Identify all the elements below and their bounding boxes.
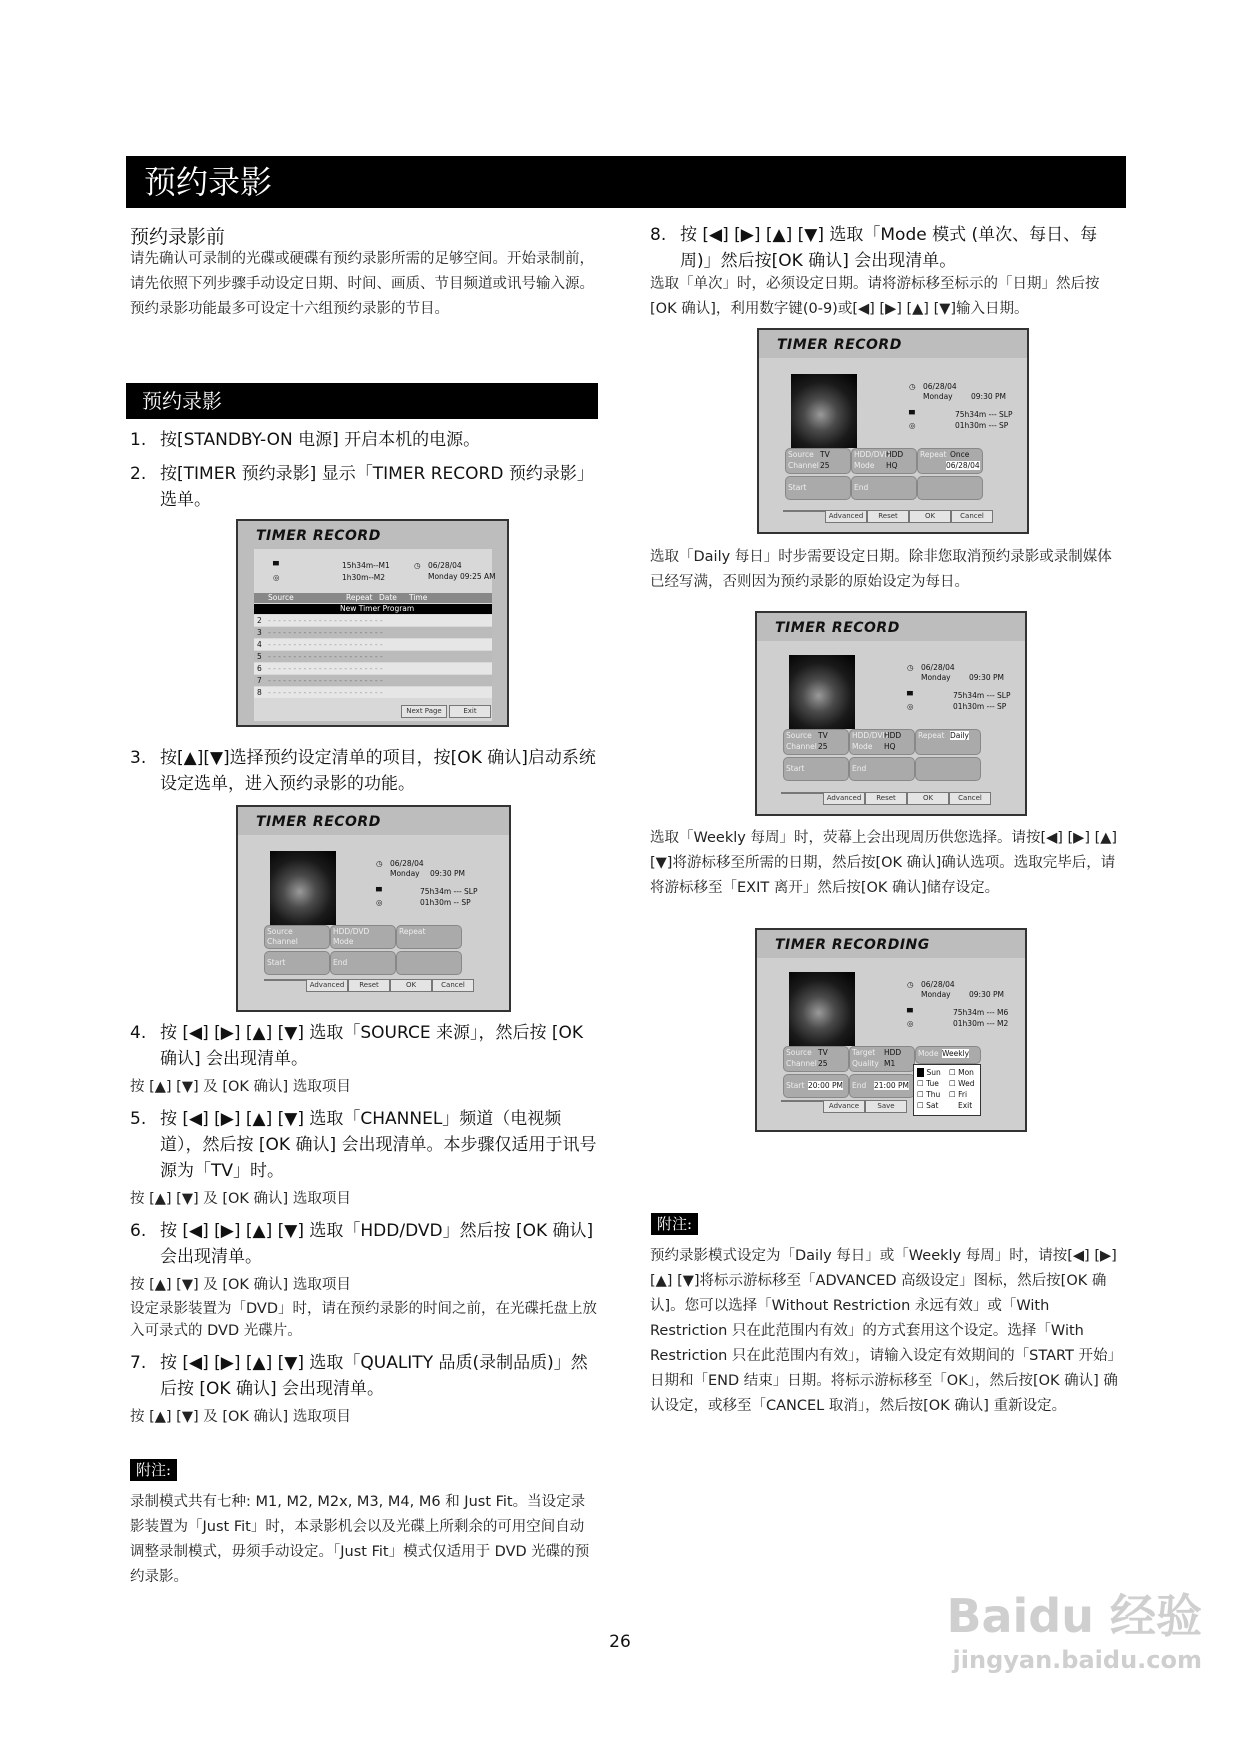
advance-button[interactable]: Advance	[823, 1100, 865, 1113]
day: Monday	[921, 990, 951, 999]
dvd-icon: ◎	[907, 1019, 914, 1028]
program-list	[254, 615, 492, 699]
col-time: Time	[409, 593, 428, 602]
watermark-url: jingyan.baidu.com	[952, 1646, 1202, 1674]
source-control[interactable]: Source TV Channel 25	[785, 448, 851, 474]
day-thu[interactable]: ☐ Thu	[917, 1090, 941, 1099]
watermark-brand: Baidu 经验	[946, 1589, 1202, 1643]
cancel-button[interactable]: Cancel	[951, 510, 993, 523]
disk-2: 01h30m --- SP	[953, 702, 1007, 711]
baidu-watermark	[946, 1580, 1202, 1674]
step-text: 按 [◀] [▶] [▲] [▼] 选取「Mode 模式 (单次、每日、每周)」然后按[OK 确认] 会出现清单。	[680, 225, 1098, 271]
steps-4-7	[130, 1020, 600, 1428]
table-row[interactable]: 7 - - - - - - - - - - - - - - - - - - - - - - -	[254, 675, 492, 686]
screen-daily	[755, 611, 1027, 816]
disk-2: 1h30m--M2	[342, 573, 386, 582]
ok-button[interactable]: OK	[390, 979, 432, 992]
col-source: Source	[268, 593, 294, 602]
step-1	[130, 427, 600, 453]
screen-title: TIMER RECORD	[777, 337, 902, 353]
repeat-control[interactable]: Repeat Daily	[915, 729, 981, 755]
clock-icon: ◷	[376, 859, 383, 868]
table-row[interactable]: 2 - - - - - - - - - - - - - - - - - - - - - - -	[254, 615, 492, 626]
note-text-2: 预约录影模式设定为「Daily 每日」或「Weekly 每周」时，请按[◀] [▶] [▲] [▼]将标示游标移至「ADVANCED 高级设定」图标，然后按[OK 确认]。您可以选择「Without Restriction 永远有效」或「With Restriction 只在此范围内有效」的方式套用这个设定。选择「With Restriction 只在此范围内有效」，请输入设定有效期间的「START 开始」日期和「END 结束」日期。将标示游标移至「OK」，然后按[OK 确认] 确认设定，或移至「CANCEL 取消」，然后按[OK 确认] 重新设定。	[650, 1248, 1118, 1414]
date: 06/28/04	[921, 980, 955, 989]
source-control[interactable]: Source TV Channel 25	[783, 729, 849, 755]
step-8	[650, 222, 1120, 274]
ok-button[interactable]: OK	[909, 510, 951, 523]
clock-icon: ◷	[414, 561, 421, 570]
time: 09:30 PM	[430, 869, 465, 878]
step-5: 5. 按 [◀] [▶] [▲] [▼] 选取「CHANNEL」频道（电视频道），然后按 [OK 确认] 会出现清单。本步骤仅适用于讯号源为「TV」时。	[130, 1109, 597, 1181]
device-control[interactable]: HDD/DVD HDD Mode HQ	[849, 729, 915, 755]
date: 06/28/04	[390, 859, 424, 868]
step-7: 7. 按 [◀] [▶] [▲] [▼] 选取「QUALITY 品质(录制品质)」然后按 [OK 确认] 会出现清单。	[130, 1353, 588, 1399]
start-control[interactable]: Start	[785, 476, 851, 500]
new-program-row[interactable]	[254, 604, 492, 614]
disk-2: 01h30m --- SP	[955, 421, 1009, 430]
table-row[interactable]: 4 - - - - - - - - - - - - - - - - - - - - - - -	[254, 639, 492, 650]
screen-title: TIMER RECORDING	[775, 937, 930, 953]
target-control[interactable]: Target HDD Quality M1	[849, 1046, 915, 1072]
day-time: Monday 09:25 AM	[428, 572, 496, 581]
step-4: 4. 按 [◀] [▶] [▲] [▼] 选取「SOURCE 来源」，然后按 [OK 确认] 会出现清单。	[130, 1023, 584, 1069]
day-fri[interactable]: ☐ Fri	[949, 1090, 968, 1099]
end-control[interactable]: End	[330, 951, 396, 975]
start-control[interactable]: Start	[264, 951, 330, 975]
time: 09:30 PM	[969, 990, 1004, 999]
hdd-icon: ▀	[376, 887, 382, 896]
screen-once	[757, 328, 1029, 534]
table-row[interactable]: 5 - - - - - - - - - - - - - - - - - - - - - - -	[254, 651, 492, 662]
step-7-sub: 按 [▲] [▼] 及 [OK 确认] 选取项目	[130, 1409, 351, 1425]
step-4-sub: 按 [▲] [▼] 及 [OK 确认] 选取项目	[130, 1079, 351, 1095]
step-num: 8.	[650, 225, 667, 245]
day: Monday	[390, 869, 420, 878]
repeat-control[interactable]: Repeat	[396, 925, 462, 949]
clock-icon: ◷	[907, 663, 914, 672]
reset-button[interactable]: Reset	[348, 979, 390, 992]
exit-button[interactable]: Exit	[449, 705, 491, 718]
table-row[interactable]: 3 - - - - - - - - - - - - - - - - - - - - - - -	[254, 627, 492, 638]
next-page-button[interactable]: Next Page	[401, 705, 447, 718]
empty-control	[917, 476, 983, 500]
step-num: 1.	[130, 430, 147, 450]
hdd-icon: ▀	[909, 410, 915, 419]
disk-2: 01h30m -- SP	[420, 898, 471, 907]
screen-weekly	[755, 928, 1027, 1132]
empty-control	[396, 951, 462, 975]
date: 06/28/04	[921, 663, 955, 672]
advanced-button[interactable]: Advanced	[306, 979, 348, 992]
dvd-icon: ◎	[909, 421, 916, 430]
note-tag-1: 附注:	[130, 1459, 177, 1481]
time: 09:30 PM	[971, 392, 1006, 401]
exit-option[interactable]: Exit	[958, 1101, 973, 1110]
step-num: 3.	[130, 748, 147, 768]
disk-1: 75h34m --- SLP	[420, 887, 478, 896]
start-control[interactable]: Start 20:00 PM	[783, 1074, 849, 1098]
date: 06/28/04	[428, 561, 462, 570]
clock-icon: ◷	[907, 980, 914, 989]
preview-image	[789, 972, 855, 1046]
day-tue[interactable]: ☐ Tue	[917, 1079, 939, 1088]
reset-button[interactable]: Reset	[865, 792, 907, 805]
step-num: 2.	[130, 464, 147, 484]
new-program-label: New Timer Program	[340, 604, 415, 613]
screen-title: TIMER RECORD	[256, 528, 381, 544]
dvd-icon: ◎	[273, 573, 280, 582]
step-text: 按[TIMER 预约录影] 显示「TIMER RECORD 预约录影」选单。	[160, 464, 594, 510]
end-control[interactable]: End 21:00 PM	[849, 1074, 915, 1098]
step-text: 按[STANDBY-ON 电源] 开启本机的电源。	[160, 430, 481, 450]
intro-heading: 预约录影前	[130, 226, 226, 248]
step-6-sub2: 设定录影装置为「DVD」时，请在预约录影的时间之前，在光碟托盘上放入可录式的 DVD 光碟片。	[130, 1301, 597, 1339]
save-button[interactable]: Save	[865, 1100, 907, 1113]
dvd-icon: ◎	[376, 898, 383, 907]
note-tag-2: 附注:	[651, 1213, 698, 1235]
reset-button[interactable]: Reset	[867, 510, 909, 523]
time: 09:30 PM	[969, 673, 1004, 682]
col-repeat: Repeat	[346, 593, 373, 602]
day-sun[interactable]: ■ Sun	[917, 1068, 941, 1077]
section-title: 预约录影	[126, 383, 598, 419]
table-header	[254, 593, 492, 603]
repeat-control[interactable]: Repeat Once 06/28/04	[917, 448, 983, 474]
para-once: 选取「单次」时，必须设定日期。请将游标移至标示的「日期」然后按[OK 确认]，利用数字键(0-9)或[◀] [▶] [▲] [▼]输入日期。	[650, 276, 1100, 317]
preview-image	[789, 655, 855, 729]
step-6-sub: 按 [▲] [▼] 及 [OK 确认] 选取项目	[130, 1277, 351, 1293]
advanced-button[interactable]: Advanced	[825, 510, 867, 523]
table-row[interactable]: 8 - - - - - - - - - - - - - - - - - - - - - - -	[254, 687, 492, 698]
para-daily: 选取「Daily 每日」时步需要设定日期。除非您取消预约录影或录制媒体已经写满，否则因为预约录影的原始设定为每日。	[650, 549, 1112, 590]
preview-image	[791, 374, 857, 448]
screen-timer-list	[236, 519, 509, 727]
dvd-icon: ◎	[907, 702, 914, 711]
device-control[interactable]: HDD/DVD HDD Mode HQ	[851, 448, 917, 474]
hdd-icon: ▀	[907, 1008, 913, 1017]
cancel-button[interactable]: Cancel	[949, 792, 991, 805]
hdd-icon: ▀	[907, 691, 913, 700]
screen-title: TIMER RECORD	[256, 814, 381, 830]
day: Monday	[923, 392, 953, 401]
step-5-sub: 按 [▲] [▼] 及 [OK 确认] 选取项目	[130, 1191, 351, 1207]
col-date: Date	[379, 593, 397, 602]
mode-control[interactable]: Mode Weekly	[915, 1046, 981, 1064]
ok-button[interactable]: OK	[907, 792, 949, 805]
step-2	[130, 461, 600, 513]
start-control[interactable]: Start	[783, 757, 849, 781]
disk-1: 15h34m--M1	[342, 561, 390, 570]
advanced-button[interactable]: Advanced	[823, 792, 865, 805]
blank-button[interactable]	[264, 979, 306, 981]
empty-control	[915, 757, 981, 781]
end-control[interactable]: End	[849, 757, 915, 781]
screen-timer-detail	[236, 805, 511, 1012]
source-control[interactable]: Source Channel	[264, 925, 330, 949]
end-control[interactable]: End	[851, 476, 917, 500]
disk-1: 75h34m --- M6	[953, 1008, 1009, 1017]
disk-1: 75h34m --- SLP	[953, 691, 1011, 700]
source-control[interactable]: Source TV Channel 25	[783, 1046, 849, 1072]
step-3	[130, 745, 600, 797]
day: Monday	[921, 673, 951, 682]
screen-title: TIMER RECORD	[775, 620, 900, 636]
preview-image	[270, 851, 336, 925]
disk-1: 75h34m --- SLP	[955, 410, 1013, 419]
clock-icon: ◷	[909, 382, 916, 391]
blank-button[interactable]	[781, 1100, 823, 1102]
step-text: 按[▲][▼]选择预约设定清单的项目，按[OK 确认]启动系统设定选单，进入预约录影的功能。	[160, 748, 596, 794]
blank-button[interactable]	[781, 792, 823, 794]
blank-button[interactable]	[783, 510, 825, 512]
date: 06/28/04	[923, 382, 957, 391]
day-mon[interactable]: ☐ Mon	[949, 1068, 974, 1077]
para-weekly: 选取「Weekly 每周」时，荧幕上会出现周历供您选择。请按[◀] [▶] [▲] [▼]将游标移至所需的日期，然后按[OK 确认]确认选项。选取完毕后，请将游标移至「EXIT 离开」然后按[OK 确认]储存设定。	[650, 830, 1118, 896]
disk-2: 01h30m --- M2	[953, 1019, 1009, 1028]
week-calendar-popup	[913, 1064, 981, 1116]
day-wed[interactable]: ☐ Wed	[949, 1079, 975, 1088]
day-sat[interactable]: ☐ Sat	[917, 1101, 939, 1110]
note-text-1: 录制模式共有七种: M1, M2, M2x, M3, M4, M6 和 Just Fit。当设定录影装置为「Just Fit」时，本录影机会以及光碟上所剩余的可用空间自动调整录制模式，毋须手动设定。「Just Fit」模式仅适用于 DVD 光碟的预约录影。	[130, 1494, 590, 1585]
step-6: 6. 按 [◀] [▶] [▲] [▼] 选取「HDD/DVD」然后按 [OK 确认] 会出现清单。	[130, 1221, 594, 1267]
page-title: 预约录影	[126, 156, 1126, 208]
cancel-button[interactable]: Cancel	[432, 979, 474, 992]
table-row[interactable]: 6 - - - - - - - - - - - - - - - - - - - - - - -	[254, 663, 492, 674]
device-control[interactable]: HDD/DVD Mode	[330, 925, 396, 949]
page-number: 26	[609, 1632, 631, 1652]
hdd-icon: ▀	[273, 561, 279, 570]
intro-text: 请先确认可录制的光碟或硬碟有预约录影所需的足够空间。开始录制前，请先依照下列步骤手动设定日期、时间、画质、节目频道或讯号输入源。预约录影功能最多可设定十六组预约录影的节目。	[130, 251, 594, 317]
